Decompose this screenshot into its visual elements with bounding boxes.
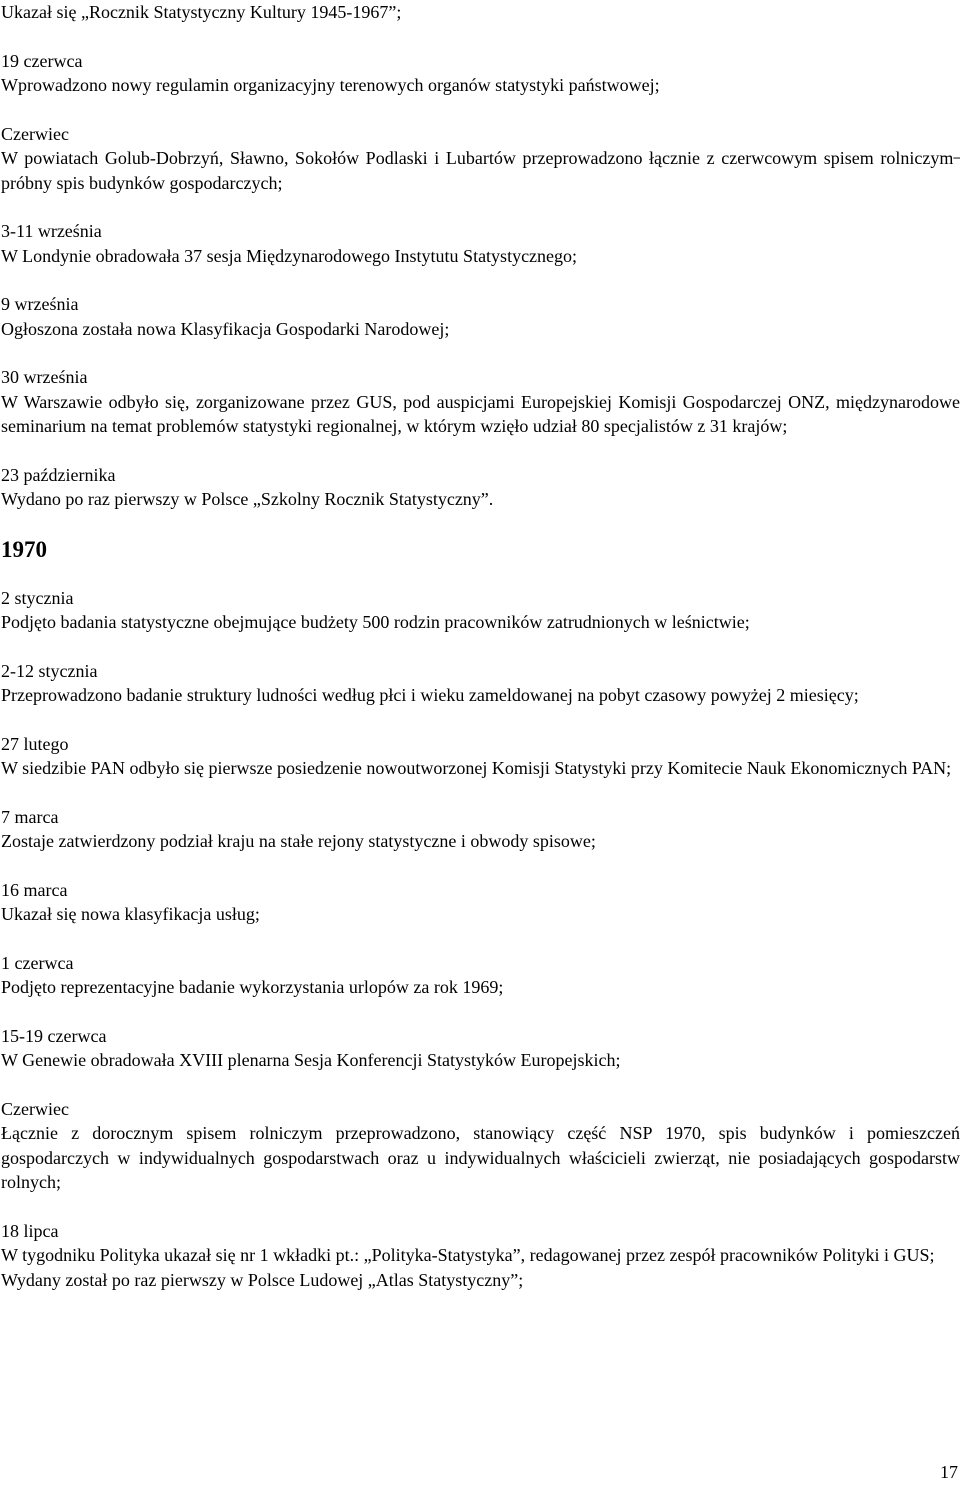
entry-date: 27 lutego: [1, 733, 69, 754]
entry-text: Zostaje zatwierdzony podział kraju na stałe rejony statystyczne i obwody spisowe;: [1, 831, 596, 851]
entry-text: Podjęto badania statystyczne obejmujące budżety 500 rodzin pracowników zatrudnionych w leśnictwie;: [1, 612, 750, 632]
entry-date: 18 lipca: [1, 1220, 59, 1241]
year-entries: [1, 586, 960, 1293]
timeline-entry: [1, 586, 960, 635]
entry-text: Przeprowadzono badanie struktury ludności według płci i wieku zameldowanej na pobyt czasowy powyżej 2 miesięcy;: [1, 685, 859, 705]
entry-date: 9 września: [1, 294, 79, 314]
timeline-entry: [1, 1024, 960, 1073]
timeline-entry: [1, 219, 960, 268]
timeline-entry: [1, 805, 960, 854]
timeline-entry: [1, 732, 960, 781]
entry-date: 23 października: [1, 464, 116, 485]
entry-date: 2-12 stycznia: [1, 660, 98, 681]
entry-text: W Genewie obradowała XVIII plenarna Sesja Konferencji Statystyków Europejskich;: [1, 1050, 621, 1070]
entry-text: Wydany został po raz pierwszy w Polsce Ludowej „Atlas Statystyczny”;: [1, 1269, 524, 1290]
timeline-entry: [1, 365, 960, 439]
timeline-entry: [1, 1219, 960, 1293]
entry-date: 7 marca: [1, 806, 59, 827]
entry-text: Ukazał się nowa klasyfikacja usług;: [1, 904, 260, 924]
entry-text: Podjęto reprezentacyjne badanie wykorzystania urlopów za rok 1969;: [1, 977, 504, 997]
entry-date: 3-11 września: [1, 221, 102, 241]
entry-text: Ukazał się „Rocznik Statystyczny Kultury 1945-1967”;: [1, 2, 402, 22]
entry-date: Czerwiec: [1, 123, 69, 144]
timeline-entry: [1, 951, 960, 1000]
entry-text: W Warszawie odbyło się, zorganizowane przez GUS, pod auspicjami Europejskiej Komisji Gospodarczej ONZ, międzynarodowe seminarium na temat problemów statystyki regionalnej, w którym wzięło udział 80 specjalistów z 31 krajów;: [1, 391, 960, 436]
entry-text: Wydano po raz pierwszy w Polsce „Szkolny Rocznik Statystyczny”.: [1, 489, 494, 509]
year-heading: 1970: [1, 536, 47, 562]
timeline-entry: [1, 659, 960, 708]
timeline-entry: [1, 463, 960, 512]
entry-text: W siedzibie PAN odbyło się pierwsze posiedzenie nowoutworzonej Komisji Statystyki przy Komitecie Nauk Ekonomicznych PAN;: [1, 758, 952, 778]
timeline-entry: [1, 878, 960, 927]
timeline-entry: [1, 292, 960, 341]
entry-date: 2 stycznia: [1, 587, 74, 608]
timeline-entry: [1, 0, 960, 25]
entry-date: 30 września: [1, 367, 88, 387]
entry-date: 16 marca: [1, 879, 68, 900]
top-entries: [1, 0, 960, 512]
timeline-entry: [1, 49, 960, 98]
entry-text: W powiatach Golub-Dobrzyń, Sławno, Sokołów Podlaski i Lubartów przeprowadzono łącznie z czerwcowym spisem rolniczym ̶ próbny spis budynków gospodarczych;: [1, 148, 960, 193]
timeline-entry: [1, 122, 960, 196]
entry-text: W tygodniku Polityka ukazał się nr 1 wkładki pt.: „Polityka-Statystyka”, redagowanej przez zespół pracowników Polityki i GUS;: [1, 1245, 935, 1265]
entry-text: Łącznie z dorocznym spisem rolniczym przeprowadzono, stanowiący część NSP 1970, spis budynków i pomieszczeń gospodarczych w indywidualnych gospodarstwach oraz u indywidualnych właścicieli zwierząt, nie posiadających gospodarstw rolnych;: [1, 1123, 960, 1192]
entry-text: W Londynie obradowała 37 sesja Międzynarodowego Instytutu Statystycznego;: [1, 245, 578, 266]
entry-text: Ogłoszona została nowa Klasyfikacja Gospodarki Narodowej;: [1, 318, 450, 339]
page-number: 17: [940, 1462, 958, 1482]
timeline-entry: [1, 1097, 960, 1195]
entry-date: 15-19 czerwca: [1, 1025, 107, 1046]
entry-text: Wprowadzono nowy regulamin organizacyjny terenowych organów statystyki państwowej;: [1, 75, 660, 95]
entry-date: 19 czerwca: [1, 50, 83, 71]
entry-date: Czerwiec: [1, 1098, 69, 1119]
entry-date: 1 czerwca: [1, 952, 74, 973]
